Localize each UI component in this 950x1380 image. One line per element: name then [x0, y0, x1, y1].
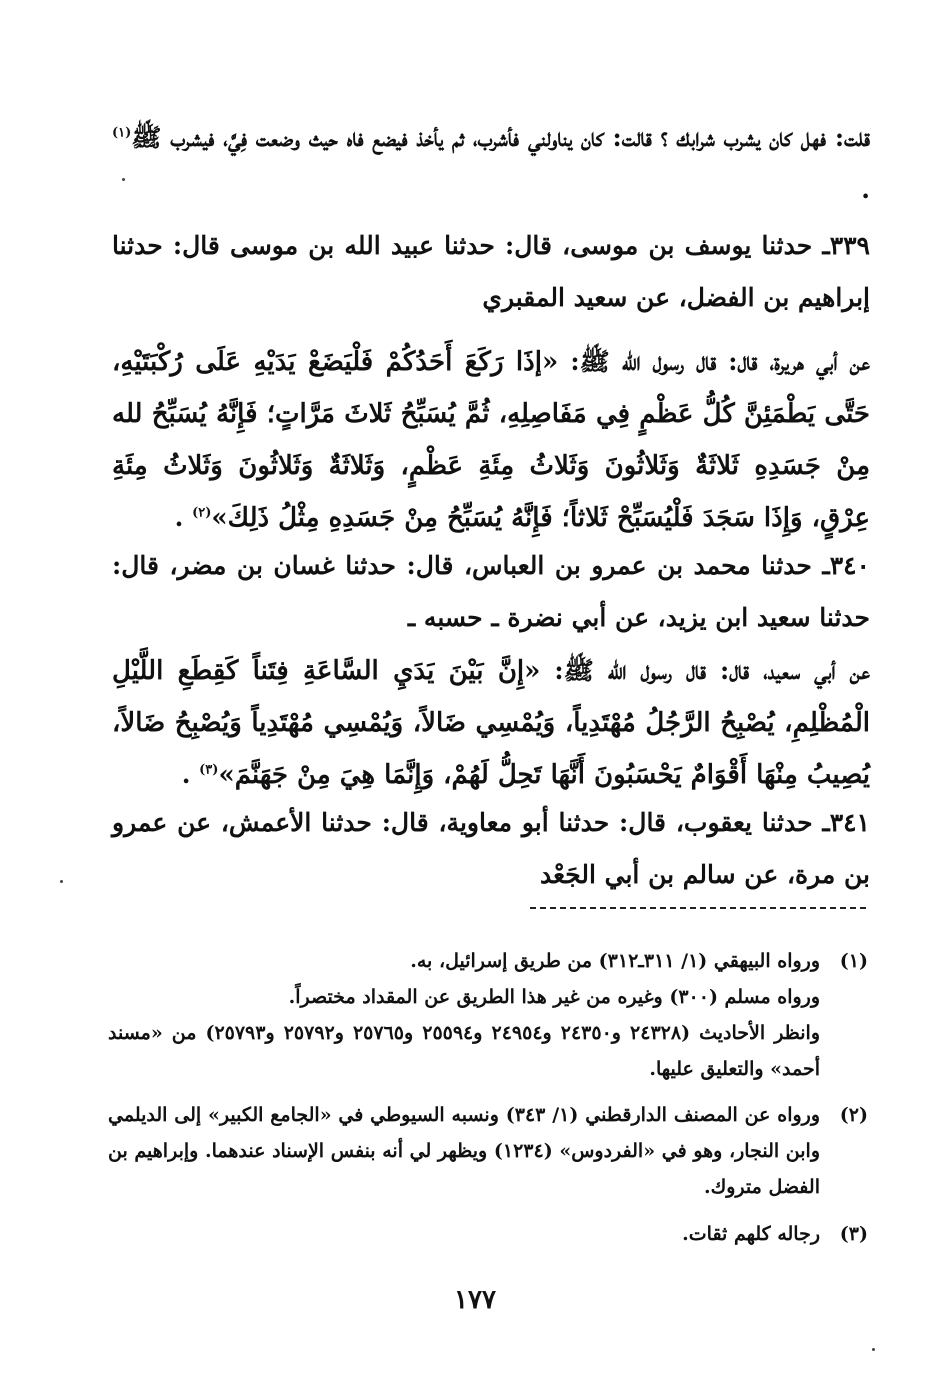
footnote-divider — [530, 907, 866, 909]
paragraph-end-mark: . — [174, 503, 184, 532]
matn-lead: عن أبي سعيد، قال: قال رسول الله ﷺ: — [554, 656, 870, 685]
footnote-line: وانظر الأحاديث (٢٤٣٢٨ و٢٤٣٥٠ و٢٤٩٥٤ و٢٥٥٩٤ و٢٥٧٦٥ و٢٥٧٩٢ و٢٥٧٩٣) من «مسند أحمد» والتعليق عليها. — [108, 1022, 821, 1080]
isnad-text: ٣٤٠ـ حدثنا محمد بن عمرو بن العباس، قال: حدثنا غسان بن مضر، قال: حدثنا سعيد ابن يزيد، عن أبي نضرة ـ حسبه ـ — [112, 551, 870, 632]
footnote-ref-1: (١) — [112, 125, 132, 141]
footnote-line: ورواه البيهقي (١/ ٣١١ـ٣١٢) من طريق إسرائيل، به. — [410, 950, 820, 972]
scan-speck — [872, 1348, 875, 1351]
paragraph-hadith-338-end — [112, 112, 870, 216]
footnote-number: (١) — [839, 950, 868, 972]
footnote-ref-2: (٢) — [192, 505, 212, 521]
scan-speck — [60, 880, 63, 883]
isnad-339 — [112, 220, 870, 324]
hadith-quote: «إِنَّ بَيْنَ يَدَيِ السَّاعَةِ فِتَناً كَقِطَعِ اللَّيْلِ الْمُظْلِمِ، يُصْبِحُ الرَّجُلُ مُهْتَدِياً، وَيُمْسِي ضَالاً، وَيُمْسِي مُهْتَدِياً وَيُصْبِحُ ضَالاً، يُصِيبُ مِنْهَا أَقْوَامٌ يَحْسَبُونَ أَنَّهَا تَحِلُّ لَهُمْ، وَإِنَّمَا هِيَ مِنْ جَهَنَّمَ» — [112, 656, 870, 790]
matn-340 — [112, 645, 870, 801]
matn-339 — [112, 336, 870, 544]
paragraph-end-mark: . — [861, 175, 870, 204]
hadith-quote: «إذَا رَكَعَ أَحَدُكُمْ فَلْيَضَعْ يَدَيْهِ عَلَى رُكْبَتَيْهِ، حَتَّى يَطْمَئِنَّ كُلُّ عَظْمٍ فِي مَفَاصِلِهِ، ثُمَّ يُسَبِّحُ ثَلاثَ مَرَّاتٍ؛ فَإِنَّهُ يُسَبِّحُ لله مِنْ جَسَدِهِ ثَلاثَةٌ وَثَلاثُونَ وَثَلاثُ مِئَةِ عَظْمٍ، وَثَلاثَةٌ وَثَلاثُونَ وَثَلاثُ مِئَةِ عِرْقٍ، وَإِذَا سَجَدَ فَلْيُسَبِّحْ ثَلاثاً؛ فَإِنَّهُ يُسَبِّحُ مِنْ جَسَدِهِ مِثْلُ ذَلِكَ» — [112, 347, 870, 533]
isnad-text: ٣٤١ـ حدثنا يعقوب، قال: حدثنا أبو معاوية، قال: حدثنا الأعمش، عن عمرو بن مرة، عن سالم بن أبي الجَعْد — [112, 808, 870, 889]
isnad-text: ٣٣٩ـ حدثنا يوسف بن موسى، قال: حدثنا عبيد الله بن موسى قال: حدثنا إبراهيم بن الفضل، عن سعيد المقبري — [112, 231, 870, 312]
footnote-3 — [108, 1216, 868, 1252]
footnote-number: (٢) — [839, 1104, 868, 1126]
footnote-number: (٣) — [839, 1223, 868, 1245]
page-number: ١٧٧ — [454, 1285, 496, 1315]
footnote-line: رجاله كلهم ثقات. — [682, 1223, 820, 1245]
footnote-line: ورواه مسلم (٣٠٠) وغيره من غير هذا الطريق عن المقداد مختصراً. — [288, 986, 820, 1008]
scan-speck — [122, 178, 125, 181]
footnote-line: ورواه عن المصنف الدارقطني (١/ ٣٤٣) ونسبه السيوطي في «الجامع الكبير» إلى الديلمي وابن النجار، وهو في «الفردوس» (١٢٣٤) ويظهر لي أنه بنفس الإسناد عندهما. وإبراهيم بن الفضل متروك. — [108, 1104, 821, 1198]
footnote-ref-3: (٣) — [199, 762, 219, 778]
isnad-340 — [112, 540, 870, 644]
isnad-341 — [112, 797, 870, 901]
paragraph-text: قلت: فهل كان يشرب شرابك ؟ قالت: كان يناولني فأشرب، ثم يأخذ فيضع فاه حيث وضعت فِيَّ، فيشرب ﷺ — [131, 123, 870, 152]
matn-lead: عن أبي هريرة، قال: قال رسول الله ﷺ: — [570, 347, 870, 376]
footnote-1 — [108, 943, 868, 1087]
footnote-2 — [108, 1097, 868, 1205]
paragraph-end-mark: . — [181, 760, 191, 789]
